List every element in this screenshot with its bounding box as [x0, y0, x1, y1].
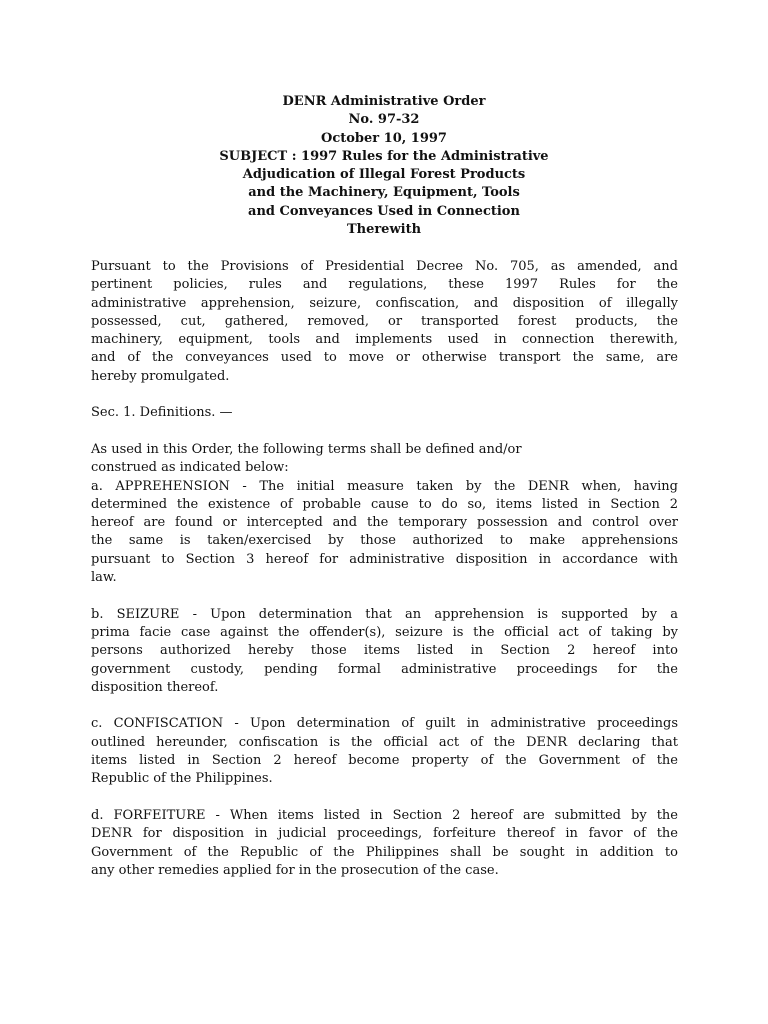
order-title: DENR Administrative Order: [282, 94, 486, 109]
definition-line: Government of the Republic of the Philippines shall be sought in addition to: [91, 844, 678, 860]
definitions-intro: [91, 441, 678, 478]
intro-line: possessed, cut, gathered, removed, or transported forest products, the: [91, 313, 678, 329]
definition-line: the same is taken/exercised by those authorized to make apprehensions: [91, 533, 678, 549]
definition-forfeiture: [91, 807, 678, 880]
subject-line-4: and Conveyances Used in Connection: [248, 203, 520, 219]
subject-line-5: Therewith: [346, 222, 422, 238]
definition-line: d. FORFEITURE - When items listed in Section 2 hereof are submitted by the: [91, 807, 678, 823]
definition-line: any other remedies applied for in the prosecution of the case.: [91, 862, 499, 878]
definitions-intro-line: construed as indicated below:: [91, 460, 289, 476]
document-body: [91, 258, 678, 898]
document-title-block: [0, 93, 768, 239]
order-date: October 10, 1997: [321, 130, 447, 146]
definition-line: determined the existence of probable cause to do so, items listed in Section 2: [91, 496, 678, 512]
intro-line: and of the conveyances used to move or otherwise transport the same, are: [91, 350, 678, 366]
intro-line: hereby promulgated.: [91, 368, 230, 384]
subject-line-1: SUBJECT : 1997 Rules for the Administrative: [219, 148, 549, 164]
definition-line: law.: [91, 570, 117, 586]
section-heading: [91, 404, 678, 422]
definition-line: b. SEIZURE - Upon determination that an apprehension is supported by a: [91, 606, 678, 622]
definition-seizure: [91, 606, 678, 697]
definition-apprehension: [91, 478, 678, 588]
subject-line-2: Adjudication of Illegal Forest Products: [242, 167, 526, 183]
definition-line: outlined hereunder, confiscation is the official act of the DENR declaring that: [91, 734, 678, 750]
subject-line-3: and the Machinery, Equipment, Tools: [248, 185, 520, 201]
intro-line: pertinent policies, rules and regulations, these 1997 Rules for the: [91, 277, 678, 293]
definition-confiscation: [91, 715, 678, 788]
definition-line: hereof are found or intercepted and the temporary possession and control over: [91, 515, 678, 531]
definition-line: a. APPREHENSION - The initial measure taken by the DENR when, having: [91, 478, 678, 494]
section-1-heading: Sec. 1. Definitions. —: [91, 405, 233, 421]
intro-paragraph: [91, 258, 678, 386]
definition-line: disposition thereof.: [91, 679, 219, 695]
definition-line: government custody, pending formal administrative proceedings for the: [91, 661, 678, 677]
intro-line: machinery, equipment, tools and implements used in connection therewith,: [91, 332, 678, 348]
definition-line: c. CONFISCATION - Upon determination of guilt in administrative proceedings: [91, 716, 678, 732]
order-number: No. 97-32: [348, 112, 420, 128]
definition-line: pursuant to Section 3 hereof for administrative disposition in accordance with: [91, 551, 678, 567]
intro-line: Pursuant to the Provisions of Presidential Decree No. 705, as amended, and: [91, 259, 678, 274]
definitions-intro-line: As used in this Order, the following terms shall be defined and/or: [91, 441, 522, 457]
definition-line: DENR for disposition in judicial proceedings, forfeiture thereof in favor of the: [91, 826, 678, 842]
definition-line: persons authorized hereby those items listed in Section 2 hereof into: [91, 643, 678, 659]
definition-line: Republic of the Philippines.: [91, 771, 273, 787]
definition-line: items listed in Section 2 hereof become property of the Government of the: [91, 753, 678, 769]
intro-line: administrative apprehension, seizure, confiscation, and disposition of illegally: [91, 295, 678, 311]
definition-line: prima facie case against the offender(s), seizure is the official act of taking by: [91, 624, 678, 640]
